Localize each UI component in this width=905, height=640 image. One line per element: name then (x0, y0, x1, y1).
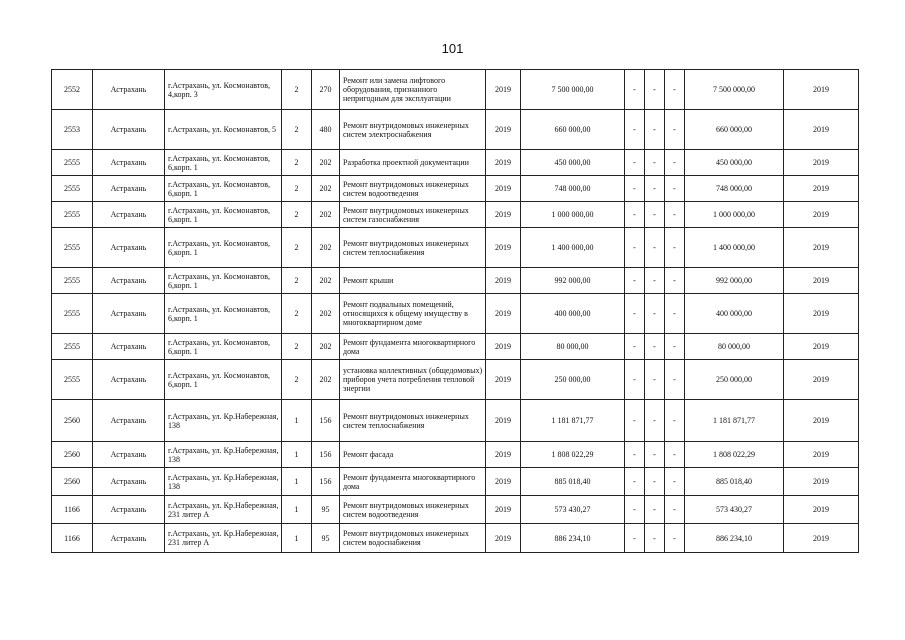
cell-year-end: 2019 (784, 150, 859, 176)
cell-col4: 2 (282, 228, 312, 268)
table-row (52, 268, 859, 294)
cell-col5: 202 (312, 360, 340, 400)
cell-dash-1: - (625, 228, 645, 268)
cell-dash-1: - (625, 202, 645, 228)
cell-total: 748 000,00 (685, 176, 784, 202)
cell-col4: 1 (282, 468, 312, 496)
cell-city: Астрахань (93, 176, 165, 202)
cell-total: 660 000,00 (685, 110, 784, 150)
cell-object-id: 2560 (52, 442, 93, 468)
cell-total: 250 000,00 (685, 360, 784, 400)
cell-col4: 2 (282, 150, 312, 176)
cell-year-end: 2019 (784, 496, 859, 524)
cell-dash-2: - (645, 150, 665, 176)
cell-dash-3: - (665, 110, 685, 150)
cell-col4: 1 (282, 496, 312, 524)
table-body (52, 70, 859, 553)
cell-city: Астрахань (93, 70, 165, 110)
table-row (52, 70, 859, 110)
cell-total: 1 000 000,00 (685, 202, 784, 228)
table-row (52, 110, 859, 150)
cell-amount: 1 808 022,29 (521, 442, 625, 468)
cell-year: 2019 (486, 176, 521, 202)
cell-work-type: Ремонт фасада (340, 442, 486, 468)
cell-dash-2: - (645, 294, 665, 334)
cell-year-end: 2019 (784, 110, 859, 150)
cell-dash-1: - (625, 176, 645, 202)
cell-address: г.Астрахань, ул. Космонавтов, 6,корп. 1 (165, 228, 282, 268)
cell-year: 2019 (486, 496, 521, 524)
cell-total: 573 430,27 (685, 496, 784, 524)
cell-address: г.Астрахань, ул. Космонавтов, 6,корп. 1 (165, 360, 282, 400)
cell-dash-3: - (665, 294, 685, 334)
cell-city: Астрахань (93, 334, 165, 360)
cell-object-id: 2553 (52, 110, 93, 150)
cell-address: г.Астрахань, ул. Кр.Набережная, 138 (165, 468, 282, 496)
cell-col5: 95 (312, 524, 340, 553)
cell-year-end: 2019 (784, 228, 859, 268)
cell-amount: 748 000,00 (521, 176, 625, 202)
cell-year: 2019 (486, 294, 521, 334)
table-row (52, 496, 859, 524)
cell-dash-3: - (665, 496, 685, 524)
cell-amount: 1 400 000,00 (521, 228, 625, 268)
cell-col5: 202 (312, 334, 340, 360)
cell-work-type: Ремонт внутридомовых инженерных систем теплоснабжения (340, 400, 486, 442)
cell-work-type: Ремонт крыши (340, 268, 486, 294)
cell-address: г.Астрахань, ул. Кр.Набережная, 138 (165, 442, 282, 468)
cell-city: Астрахань (93, 268, 165, 294)
cell-col4: 2 (282, 176, 312, 202)
cell-dash-3: - (665, 228, 685, 268)
cell-col4: 2 (282, 70, 312, 110)
cell-dash-1: - (625, 70, 645, 110)
cell-dash-1: - (625, 334, 645, 360)
cell-year-end: 2019 (784, 468, 859, 496)
cell-dash-2: - (645, 334, 665, 360)
cell-object-id: 2552 (52, 70, 93, 110)
cell-amount: 7 500 000,00 (521, 70, 625, 110)
cell-object-id: 2555 (52, 334, 93, 360)
cell-dash-3: - (665, 176, 685, 202)
cell-amount: 1 000 000,00 (521, 202, 625, 228)
cell-dash-2: - (645, 228, 665, 268)
cell-object-id: 2555 (52, 228, 93, 268)
cell-address: г.Астрахань, ул. Космонавтов, 6,корп. 1 (165, 202, 282, 228)
table-row (52, 176, 859, 202)
cell-object-id: 2555 (52, 202, 93, 228)
cell-work-type: Ремонт подвальных помещений, относящихся к общему имуществу в многоквартирном доме (340, 294, 486, 334)
cell-work-type: Ремонт внутридомовых инженерных систем газоснабжения (340, 202, 486, 228)
cell-object-id: 1166 (52, 524, 93, 553)
cell-year-end: 2019 (784, 268, 859, 294)
cell-col4: 1 (282, 524, 312, 553)
table-row (52, 524, 859, 553)
cell-amount: 992 000,00 (521, 268, 625, 294)
cell-dash-3: - (665, 442, 685, 468)
cell-dash-1: - (625, 400, 645, 442)
cell-address: г.Астрахань, ул. Космонавтов, 6,корп. 1 (165, 268, 282, 294)
cell-total: 886 234,10 (685, 524, 784, 553)
cell-year-end: 2019 (784, 70, 859, 110)
cell-work-type: Разработка проектной документации (340, 150, 486, 176)
cell-dash-2: - (645, 176, 665, 202)
cell-object-id: 1166 (52, 496, 93, 524)
cell-total: 400 000,00 (685, 294, 784, 334)
cell-dash-2: - (645, 468, 665, 496)
cell-dash-3: - (665, 202, 685, 228)
cell-col4: 2 (282, 294, 312, 334)
cell-col5: 202 (312, 268, 340, 294)
table-row (52, 294, 859, 334)
cell-col5: 270 (312, 70, 340, 110)
cell-amount: 1 181 871,77 (521, 400, 625, 442)
cell-object-id: 2555 (52, 176, 93, 202)
cell-dash-2: - (645, 70, 665, 110)
cell-year-end: 2019 (784, 442, 859, 468)
cell-year: 2019 (486, 228, 521, 268)
cell-dash-1: - (625, 496, 645, 524)
cell-year: 2019 (486, 268, 521, 294)
cell-object-id: 2555 (52, 268, 93, 294)
cell-year: 2019 (486, 150, 521, 176)
cell-address: г.Астрахань, ул. Космонавтов, 5 (165, 110, 282, 150)
cell-dash-2: - (645, 442, 665, 468)
cell-dash-1: - (625, 468, 645, 496)
cell-year: 2019 (486, 524, 521, 553)
cell-col5: 480 (312, 110, 340, 150)
cell-dash-2: - (645, 496, 665, 524)
capital-repair-table (51, 69, 859, 553)
cell-total: 885 018,40 (685, 468, 784, 496)
cell-address: г.Астрахань, ул. Космонавтов, 6,корп. 1 (165, 294, 282, 334)
table-row (52, 442, 859, 468)
cell-year-end: 2019 (784, 202, 859, 228)
cell-year-end: 2019 (784, 524, 859, 553)
cell-total: 7 500 000,00 (685, 70, 784, 110)
cell-address: г.Астрахань, ул. Космонавтов, 4,корп. 3 (165, 70, 282, 110)
cell-amount: 250 000,00 (521, 360, 625, 400)
cell-city: Астрахань (93, 524, 165, 553)
cell-city: Астрахань (93, 150, 165, 176)
cell-total: 1 400 000,00 (685, 228, 784, 268)
cell-dash-2: - (645, 360, 665, 400)
cell-work-type: Ремонт внутридомовых инженерных систем водоотведения (340, 496, 486, 524)
cell-dash-2: - (645, 400, 665, 442)
cell-dash-3: - (665, 360, 685, 400)
cell-col5: 156 (312, 442, 340, 468)
cell-dash-3: - (665, 524, 685, 553)
cell-total: 992 000,00 (685, 268, 784, 294)
cell-dash-1: - (625, 442, 645, 468)
cell-city: Астрахань (93, 468, 165, 496)
cell-year: 2019 (486, 442, 521, 468)
cell-amount: 886 234,10 (521, 524, 625, 553)
cell-year-end: 2019 (784, 294, 859, 334)
cell-address: г.Астрахань, ул. Кр.Набережная, 138 (165, 400, 282, 442)
cell-year-end: 2019 (784, 334, 859, 360)
table-row (52, 468, 859, 496)
cell-dash-3: - (665, 400, 685, 442)
cell-work-type: Ремонт внутридомовых инженерных систем теплоснабжения (340, 228, 486, 268)
cell-dash-3: - (665, 334, 685, 360)
cell-work-type: Ремонт фундамента многоквартирного дома (340, 468, 486, 496)
cell-amount: 80 000,00 (521, 334, 625, 360)
cell-address: г.Астрахань, ул. Кр.Набережная, 231 литер А (165, 524, 282, 553)
cell-col4: 1 (282, 442, 312, 468)
cell-col5: 202 (312, 202, 340, 228)
cell-address: г.Астрахань, ул. Космонавтов, 6,корп. 1 (165, 150, 282, 176)
cell-total: 450 000,00 (685, 150, 784, 176)
cell-dash-2: - (645, 524, 665, 553)
cell-col4: 2 (282, 360, 312, 400)
cell-city: Астрахань (93, 496, 165, 524)
cell-work-type: установка коллективных (общедомовых) приборов учета потребления тепловой энергии (340, 360, 486, 400)
table-row (52, 150, 859, 176)
cell-total: 1 808 022,29 (685, 442, 784, 468)
cell-amount: 573 430,27 (521, 496, 625, 524)
cell-total: 1 181 871,77 (685, 400, 784, 442)
cell-col4: 2 (282, 268, 312, 294)
table-row (52, 334, 859, 360)
cell-year: 2019 (486, 110, 521, 150)
cell-dash-3: - (665, 70, 685, 110)
table-row (52, 202, 859, 228)
page-number: 101 (441, 41, 464, 56)
cell-amount: 400 000,00 (521, 294, 625, 334)
cell-amount: 450 000,00 (521, 150, 625, 176)
cell-work-type: Ремонт внутридомовых инженерных систем водоснабжения (340, 524, 486, 553)
cell-year: 2019 (486, 70, 521, 110)
cell-city: Астрахань (93, 360, 165, 400)
cell-address: г.Астрахань, ул. Космонавтов, 6,корп. 1 (165, 334, 282, 360)
cell-year: 2019 (486, 334, 521, 360)
cell-amount: 885 018,40 (521, 468, 625, 496)
cell-col5: 95 (312, 496, 340, 524)
cell-work-type: Ремонт внутридомовых инженерных систем водоотведения (340, 176, 486, 202)
cell-dash-3: - (665, 468, 685, 496)
cell-dash-2: - (645, 202, 665, 228)
table-row (52, 400, 859, 442)
cell-col5: 156 (312, 400, 340, 442)
cell-col5: 156 (312, 468, 340, 496)
cell-dash-1: - (625, 150, 645, 176)
cell-dash-3: - (665, 150, 685, 176)
cell-year: 2019 (486, 360, 521, 400)
cell-col5: 202 (312, 176, 340, 202)
cell-city: Астрахань (93, 442, 165, 468)
cell-work-type: Ремонт внутридомовых инженерных систем электроснабжения (340, 110, 486, 150)
cell-city: Астрахань (93, 228, 165, 268)
cell-year-end: 2019 (784, 176, 859, 202)
cell-year-end: 2019 (784, 360, 859, 400)
cell-col5: 202 (312, 228, 340, 268)
cell-work-type: Ремонт фундамента многоквартирного дома (340, 334, 486, 360)
cell-year: 2019 (486, 400, 521, 442)
cell-dash-2: - (645, 268, 665, 294)
cell-dash-1: - (625, 294, 645, 334)
cell-city: Астрахань (93, 110, 165, 150)
table-row (52, 360, 859, 400)
cell-col4: 2 (282, 110, 312, 150)
cell-dash-1: - (625, 524, 645, 553)
cell-dash-1: - (625, 268, 645, 294)
cell-amount: 660 000,00 (521, 110, 625, 150)
cell-work-type: Ремонт или замена лифтового оборудования, признанного непригодным для эксплуатации (340, 70, 486, 110)
cell-col4: 2 (282, 334, 312, 360)
cell-year: 2019 (486, 468, 521, 496)
cell-city: Астрахань (93, 202, 165, 228)
cell-col4: 2 (282, 202, 312, 228)
cell-year: 2019 (486, 202, 521, 228)
cell-dash-1: - (625, 110, 645, 150)
cell-city: Астрахань (93, 294, 165, 334)
cell-year-end: 2019 (784, 400, 859, 442)
cell-col4: 1 (282, 400, 312, 442)
cell-object-id: 2555 (52, 294, 93, 334)
cell-city: Астрахань (93, 400, 165, 442)
cell-object-id: 2560 (52, 400, 93, 442)
cell-address: г.Астрахань, ул. Кр.Набережная, 231 литер А (165, 496, 282, 524)
cell-col5: 202 (312, 294, 340, 334)
table-row (52, 228, 859, 268)
cell-object-id: 2560 (52, 468, 93, 496)
cell-dash-2: - (645, 110, 665, 150)
cell-object-id: 2555 (52, 360, 93, 400)
cell-dash-3: - (665, 268, 685, 294)
cell-total: 80 000,00 (685, 334, 784, 360)
cell-address: г.Астрахань, ул. Космонавтов, 6,корп. 1 (165, 176, 282, 202)
cell-object-id: 2555 (52, 150, 93, 176)
cell-dash-1: - (625, 360, 645, 400)
cell-col5: 202 (312, 150, 340, 176)
